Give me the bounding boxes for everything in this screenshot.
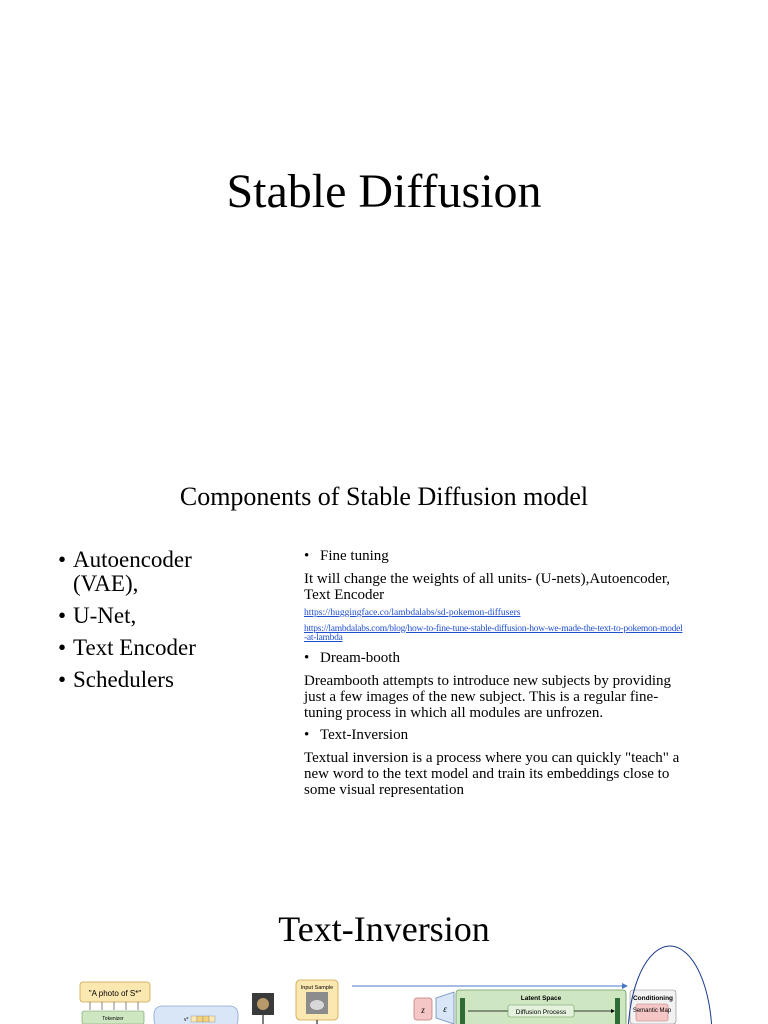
feedback-arrow-head	[622, 983, 628, 989]
latent-space-label: Latent Space	[520, 995, 562, 1002]
text-inversion-heading: • Text-Inversion	[304, 727, 684, 743]
component-item-autoencoder: • Autoencoder (VAE),	[58, 548, 258, 596]
prompt-text: "A photo of S*"	[88, 989, 142, 998]
training-methods	[304, 548, 684, 804]
slide-title-text-inversion: Text-Inversion	[278, 909, 490, 949]
title-slide	[0, 0, 768, 440]
input-sample-label: Input Sample	[300, 985, 334, 991]
components-list	[58, 548, 258, 700]
latent-z-label: z	[421, 1005, 425, 1015]
tokenizer-label: Tokenizer	[102, 1016, 124, 1022]
components-slide	[0, 448, 768, 868]
text-inversion-description: Textual inversion is a process where you can quickly "teach" a new word to the text model and train its embeddings close to some visual representation	[304, 750, 680, 798]
lambdalabs-blog-link[interactable]: https://lambdalabs.com/blog/how-to-fine-tune-stable-diffusion-how-we-made-the-text-to-pokemon-model-at-lambda	[304, 624, 683, 643]
dream-booth-description: Dreambooth attempts to introduce new subjects by providing just a few images of the new subject. This is a regular fine-tuning process in which all modules are unfrozen.	[304, 673, 672, 721]
text-inversion-slide	[0, 878, 768, 1024]
slide-title-components: Components of Stable Diffusion model	[179, 482, 589, 511]
component-item-schedulers: • Schedulers	[58, 668, 258, 692]
semantic-map-label: Semantic Map	[632, 1008, 672, 1014]
slide-title-stable-diffusion: Stable Diffusion	[226, 165, 542, 218]
component-item-unet: • U-Net,	[58, 604, 258, 628]
conditioning-label: Conditioning	[632, 995, 674, 1002]
huggingface-link[interactable]: https://huggingface.co/lambdalabs/sd-pokemon-diffusers	[304, 608, 521, 618]
text-inversion-diagram	[0, 878, 768, 1024]
diffusion-process-label: Diffusion Process	[515, 1009, 567, 1016]
encoder-label: ε	[443, 1004, 447, 1014]
fine-tuning-description: It will change the weights of all units- (U-nets),Autoencoder, Text Encoder	[304, 571, 670, 603]
embedding-label: v*	[184, 1017, 189, 1023]
fine-tuning-heading: • Fine tuning	[304, 548, 684, 564]
dream-booth-heading: • Dream-booth	[304, 650, 684, 666]
component-item-text-encoder: • Text Encoder	[58, 636, 258, 660]
